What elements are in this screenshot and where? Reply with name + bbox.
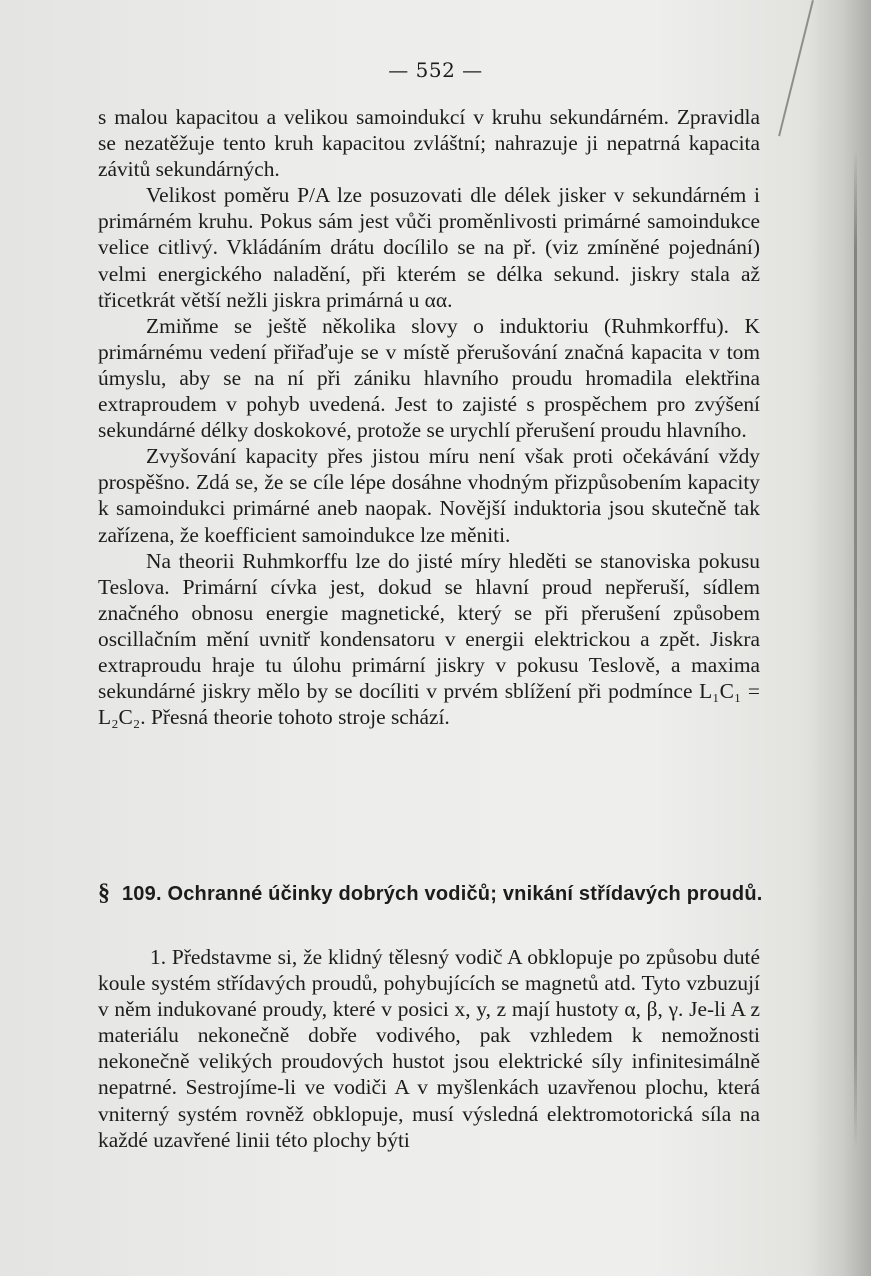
section-number: 109. [121, 883, 162, 905]
paragraph: Na theorii Ruhmkorffu lze do jisté míry hleděti se stanoviska pokusu Teslova. Primární cívka jest, dokud se hlavní proud nepřeruší, sídlem značného obnosu energie magnetické, který se při přerušení způsobem oscillačním mění uvnitř kondensatoru v energii elektrickou a zpět. Jiskra extraproudu hraje tu úlohu primární jiskry v pokusu Teslově, a maxima sekundárné jiskry mělo by se docíliti v prvém sblížení při podmínce L₁C₁ = L₂C₂. Přesná theorie tohoto stroje schází. [98, 548, 760, 730]
page-edge-mark [854, 150, 857, 1150]
section-symbol: § [98, 880, 111, 906]
paragraph: Zmiňme se ještě několika slovy o induktoriu (Ruhmkorffu). K primárnému vedení přiřaďuje se v místě přerušování značná kapacita v tom úmyslu, aby se na ní při zániku hlavního proudu hromadila elektřina extraproudem v pohyb uvedená. Jest to zajisté s prospěchem pro zvýšení sekundárné délky doskokové, protože se urychlí přerušení proudu hlavního. [98, 313, 760, 443]
section-title: Ochranné účinky dobrých vodičů; vnikání střídavých proudů. [167, 883, 763, 905]
body-text-top [98, 104, 760, 730]
section-heading [98, 880, 778, 907]
body-text-bottom [98, 944, 760, 1153]
paragraph: Velikost poměru P/A lze posuzovati dle délek jisker v sekundárném i primárném kruhu. Pokus sám jest vůči proměnlivosti primárné samoindukce velice citlivý. Vkládáním drátu docílilo se na př. (viz zmíněné pojednání) velmi energického naladění, při kterém se délka sekund. jiskry stala až třicetkrát větší nežli jiskra primárná u αα. [98, 183, 760, 312]
page-number: — 552 — [388, 58, 483, 82]
paragraph: Zvyšování kapacity přes jistou míru není však proti očekávání vždy prospěšno. Zdá se, že se cíle lépe dosáhne vhodným přizpůsobením kapacity k samoindukci primárné aneb naopak. Novější induktoria jsou skutečně tak zařízena, že koefficient samoindukce lze měniti. [98, 444, 760, 547]
paragraph: 1. Představme si, že klidný tělesný vodič A obklopuje po způsobu duté koule systém střídavých proudů, pohybujících se magnetů atd. Tyto vzbuzují v něm indukované proudy, které v posici x, y, z mají hustoty α, β, γ. Je-li A z materiálu nekonečně dobře vodivého, pak vzhledem k nemožnosti nekonečně velikých proudových hustot jsou elektrické síly infinitesimálně nepatrné. Sestrojíme-li ve vodiči A v myšlenkách uzavřenou plochu, která vniterný systém rovněž obklopuje, musí výsledná elektromotorická síla na každé uzavřené linii této plochy býti [98, 945, 760, 1152]
paragraph: s malou kapacitou a velikou samoindukcí v kruhu sekundárném. Zpravidla se nezatěžuje tento kruh kapacitou zvláštní; nahrazuje ji nepatrná kapacita závitů sekundárných. [98, 105, 760, 182]
page-edge-shadow [801, 0, 871, 1276]
